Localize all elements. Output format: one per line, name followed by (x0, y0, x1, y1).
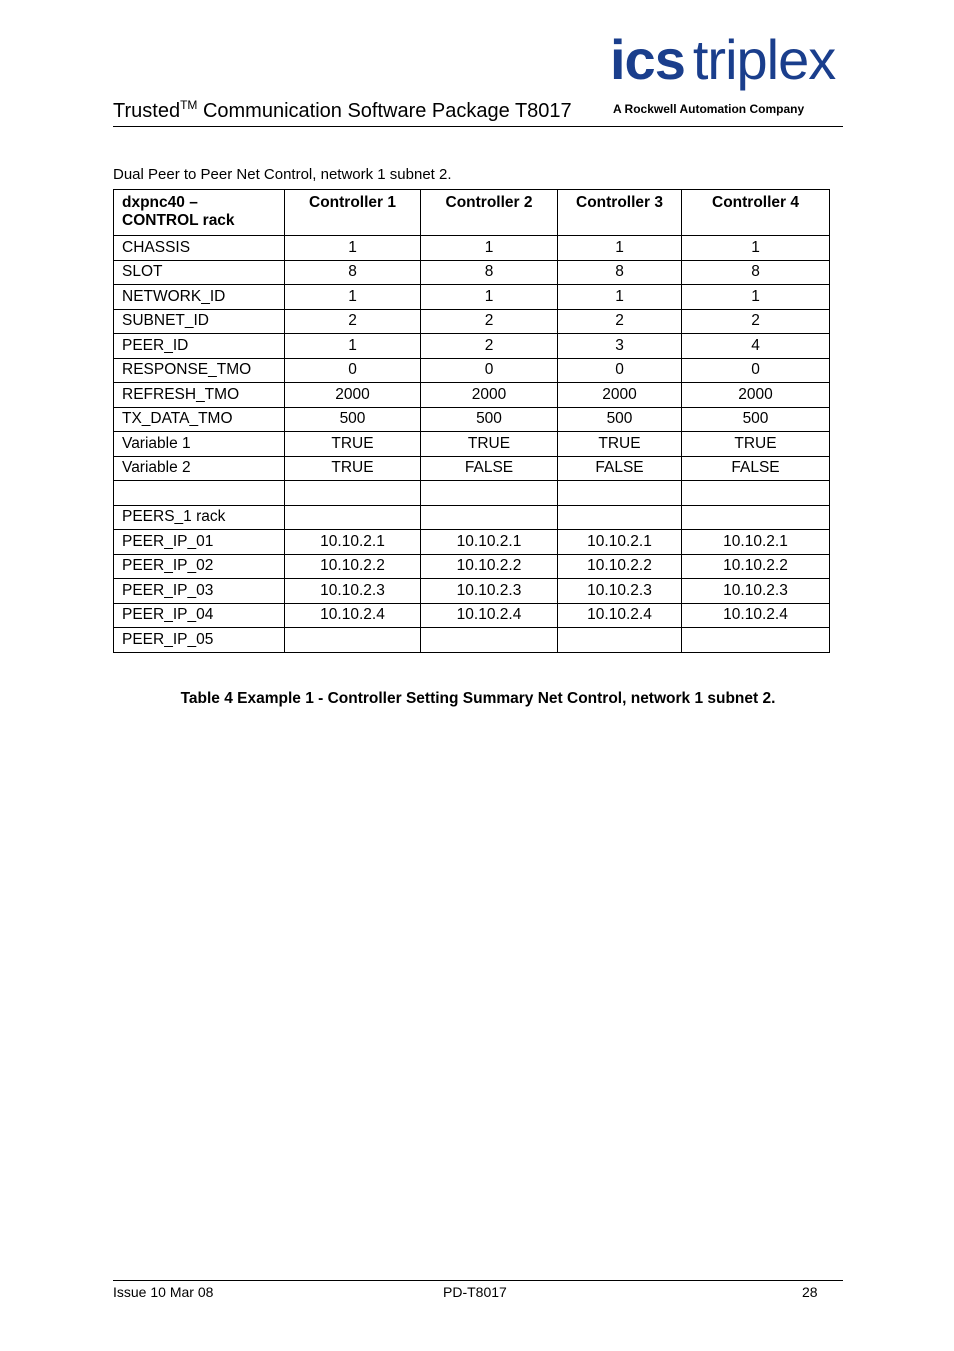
table-cell: 0 (558, 358, 682, 383)
table-cell (421, 481, 558, 506)
table-row (114, 285, 830, 310)
row-label: TX_DATA_TMO (114, 407, 285, 432)
title-rest: Communication Software Package T8017 (197, 100, 572, 122)
table-cell: 0 (421, 358, 558, 383)
table-cell: 1 (421, 236, 558, 261)
table-cell: 10.10.2.4 (558, 603, 682, 628)
table-cell: 10.10.2.3 (682, 579, 830, 604)
table-cell: 500 (682, 407, 830, 432)
row-label: REFRESH_TMO (114, 383, 285, 408)
table-cell: FALSE (558, 456, 682, 481)
row-label: SUBNET_ID (114, 309, 285, 334)
table-cell: 10.10.2.2 (421, 554, 558, 579)
table-cell: 10.10.2.1 (421, 530, 558, 555)
table-cell: 0 (285, 358, 421, 383)
table-cell: 1 (421, 285, 558, 310)
intro-text: Dual Peer to Peer Net Control, network 1 subnet 2. (113, 166, 452, 183)
header-cell-controller: Controller 1 (285, 190, 421, 236)
table-cell (421, 628, 558, 653)
footer-divider (113, 1280, 843, 1281)
title-prefix: Trusted (113, 100, 181, 122)
table-cell: 2 (421, 334, 558, 359)
table-row (114, 407, 830, 432)
row-label: PEER_IP_03 (114, 579, 285, 604)
table-row (114, 603, 830, 628)
table-cell (285, 628, 421, 653)
table-row (114, 481, 830, 506)
table-row (114, 579, 830, 604)
table-cell: 10.10.2.4 (682, 603, 830, 628)
table-cell: 3 (558, 334, 682, 359)
row-label: PEER_ID (114, 334, 285, 359)
table-row (114, 358, 830, 383)
table-cell: 10.10.2.4 (421, 603, 558, 628)
table-cell: 500 (558, 407, 682, 432)
table-cell: 10.10.2.1 (558, 530, 682, 555)
row-label: PEER_IP_04 (114, 603, 285, 628)
logo-wordmark (610, 28, 836, 91)
table-cell (558, 628, 682, 653)
table-caption: Table 4 Example 1 - Controller Setting Summary Net Control, network 1 subnet 2. (180, 690, 776, 707)
table-cell: 1 (285, 285, 421, 310)
row-label: NETWORK_ID (114, 285, 285, 310)
table-cell (285, 481, 421, 506)
table-cell: 10.10.2.2 (682, 554, 830, 579)
controller-settings-table (113, 189, 830, 653)
row-label: PEER_IP_02 (114, 554, 285, 579)
table-cell: 10.10.2.1 (682, 530, 830, 555)
footer-doc-id: PD-T8017 (443, 1284, 507, 1300)
table-cell: 10.10.2.2 (558, 554, 682, 579)
header-rack-line1: dxpnc40 – (122, 194, 198, 211)
table-cell: 1 (558, 285, 682, 310)
table-row (114, 236, 830, 261)
table-cell: 2000 (682, 383, 830, 408)
header-rack-line2: CONTROL rack (122, 212, 235, 229)
table-row (114, 554, 830, 579)
logo-triplex: triplex (692, 28, 836, 91)
table-header-row (114, 190, 830, 236)
row-label: Variable 1 (114, 432, 285, 457)
table-cell: TRUE (421, 432, 558, 457)
row-label: PEER_IP_05 (114, 628, 285, 653)
table-cell: 2 (285, 309, 421, 334)
table-cell (682, 628, 830, 653)
table-row (114, 309, 830, 334)
row-label: RESPONSE_TMO (114, 358, 285, 383)
table-cell: 4 (682, 334, 830, 359)
table-cell (682, 505, 830, 530)
table-cell (558, 505, 682, 530)
logo-ics: ics (610, 28, 685, 91)
trademark-mark: TM (180, 98, 198, 112)
header-cell-controller: Controller 4 (682, 190, 830, 236)
table-cell: 1 (558, 236, 682, 261)
table-cell: 1 (285, 236, 421, 261)
table-cell: TRUE (285, 432, 421, 457)
table-cell: 2000 (421, 383, 558, 408)
header-cell-controller: Controller 2 (421, 190, 558, 236)
table-cell: 8 (682, 260, 830, 285)
table-cell (558, 481, 682, 506)
table-cell: 10.10.2.4 (285, 603, 421, 628)
table-cell: 8 (421, 260, 558, 285)
table-cell: 500 (285, 407, 421, 432)
header-cell-rack (114, 190, 285, 236)
table-cell: 2 (558, 309, 682, 334)
table-cell: 2000 (285, 383, 421, 408)
footer-page-number: 28 (802, 1284, 818, 1300)
table-cell: 0 (682, 358, 830, 383)
table-cell: 1 (285, 334, 421, 359)
row-label: SLOT (114, 260, 285, 285)
logo-subtitle: A Rockwell Automation Company (613, 102, 805, 116)
table-row (114, 260, 830, 285)
document-title (113, 100, 572, 123)
table-cell: 2 (682, 309, 830, 334)
table-cell: 8 (285, 260, 421, 285)
table-cell: 10.10.2.3 (558, 579, 682, 604)
table-cell: 500 (421, 407, 558, 432)
ics-triplex-logo (610, 28, 844, 118)
table-cell: 10.10.2.3 (285, 579, 421, 604)
table-row (114, 530, 830, 555)
table-cell: 8 (558, 260, 682, 285)
table-cell: TRUE (285, 456, 421, 481)
table-row (114, 456, 830, 481)
header-cell-controller: Controller 3 (558, 190, 682, 236)
table-cell: TRUE (682, 432, 830, 457)
header-divider (113, 126, 843, 127)
table-cell (682, 481, 830, 506)
row-label (114, 481, 285, 506)
table-cell: 2000 (558, 383, 682, 408)
table-cell: 1 (682, 236, 830, 261)
footer-issue: Issue 10 Mar 08 (113, 1284, 214, 1300)
table-cell: 1 (682, 285, 830, 310)
table-cell: 10.10.2.3 (421, 579, 558, 604)
row-label: Variable 2 (114, 456, 285, 481)
table-row (114, 432, 830, 457)
table-cell: 10.10.2.1 (285, 530, 421, 555)
row-label: PEERS_1 rack (114, 505, 285, 530)
table-row (114, 505, 830, 530)
table-cell: FALSE (682, 456, 830, 481)
table-cell (285, 505, 421, 530)
table-row (114, 334, 830, 359)
row-label: PEER_IP_01 (114, 530, 285, 555)
table-row (114, 383, 830, 408)
row-label: CHASSIS (114, 236, 285, 261)
table-row (114, 628, 830, 653)
table-cell: TRUE (558, 432, 682, 457)
table-cell: 10.10.2.2 (285, 554, 421, 579)
table-cell (421, 505, 558, 530)
table-cell: 2 (421, 309, 558, 334)
table-cell: FALSE (421, 456, 558, 481)
